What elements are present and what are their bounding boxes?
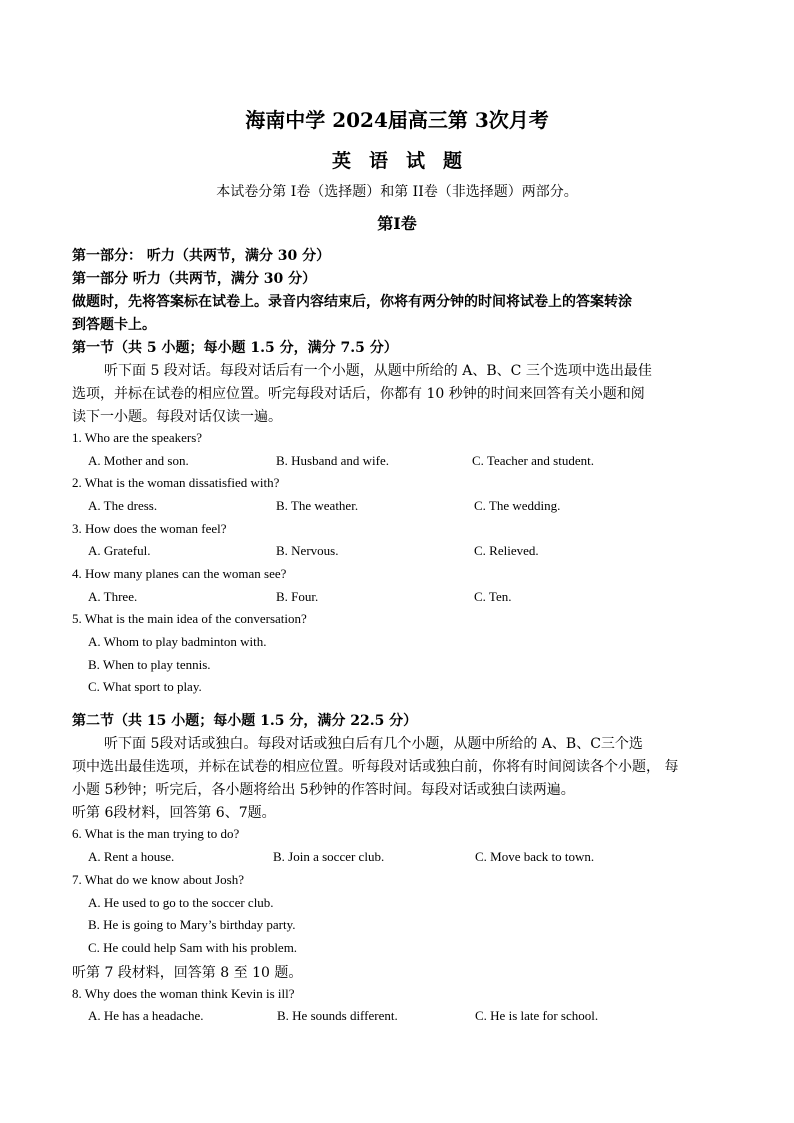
question-4-option-b: B. Four.	[276, 589, 319, 604]
question-2: 2. What is the woman dissatisfied with?	[72, 475, 280, 490]
question-4: 4. How many planes can the woman see?	[72, 566, 287, 581]
question-5-option-b: B. When to play tennis.	[88, 657, 211, 672]
question-3-option-b: B. Nervous.	[276, 543, 339, 558]
question-3-option-c: C. Relieved.	[474, 543, 539, 558]
section2-heading: 第二节（共 15 小题；每小题 1.5 分，满分 22.5 分）	[72, 713, 418, 729]
question-6-option-c: C. Move back to town.	[475, 849, 595, 864]
question-3: 3. How does the woman feel?	[72, 521, 227, 536]
question-4-option-c: C. Ten.	[474, 589, 512, 604]
material-6-heading: 听第 6段材料，回答第 6、7题。	[72, 805, 276, 821]
section1-heading: 第一节（共 5 小题；每小题 1.5 分，满分 7.5 分）	[72, 340, 398, 356]
question-1-option-b: B. Husband and wife.	[276, 453, 390, 468]
question-6-option-a: A. Rent a house.	[88, 849, 175, 864]
question-6: 6. What is the man trying to do?	[72, 826, 240, 841]
part1-heading-b: 第一部分 听力（共两节，满分 30 分）	[72, 271, 317, 287]
question-4-option-a: A. Three.	[88, 589, 138, 604]
subject-title: 英语试题	[331, 150, 480, 172]
section2-directions-line2: 项中选出最佳选项，并标在试卷的相应位置。听每段对话或独白前，你将有时间阅读各个小题， 每	[72, 759, 679, 775]
volume-heading: 第I卷	[377, 214, 417, 233]
part1-instruction-line2: 到答题卡上。	[72, 317, 156, 333]
question-7-option-c: C. He could help Sam with his problem.	[88, 940, 298, 955]
question-5-option-c: C. What sport to play.	[88, 679, 202, 694]
question-8: 8. Why does the woman think Kevin is ill?	[72, 986, 295, 1001]
section1-directions-line1: 听下面 5 段对话。每段对话后有一个小题，从题中所给的 A、B、C 三个选项中选出最佳	[104, 363, 652, 379]
question-5-option-a: A. Whom to play badminton with.	[88, 634, 267, 649]
part1-heading-a: 第一部分： 听力（共两节，满分 30 分）	[72, 248, 331, 264]
section2-directions-line1: 听下面 5段对话或独白。每段对话或独白后有几个小题，从题中所给的 A、B、C三个选	[104, 736, 643, 752]
question-8-option-b: B. He sounds different.	[277, 1008, 398, 1023]
exam-intro: 本试卷分第 I卷（选择题）和第 II卷（非选择题）两部分。	[216, 184, 578, 200]
material-7-heading: 听第 7 段材料，回答第 8 至 10 题。	[72, 965, 303, 981]
question-6-option-b: B. Join a soccer club.	[273, 849, 385, 864]
question-1-option-c: C. Teacher and student.	[472, 453, 594, 468]
question-2-option-a: A. The dress.	[88, 498, 158, 513]
question-2-option-c: C. The wedding.	[474, 498, 561, 513]
question-2-option-b: B. The weather.	[276, 498, 359, 513]
part1-instruction-line1: 做题时，先将答案标在试卷上。录音内容结束后，你将有两分钟的时间将试卷上的答案转涂	[72, 294, 632, 310]
question-8-option-c: C. He is late for school.	[475, 1008, 599, 1023]
section1-directions-line2: 选项，并标在试卷的相应位置。听完每段对话后，你都有 10 秒钟的时间来回答有关小题和阅	[72, 386, 645, 402]
question-7-option-a: A. He used to go to the soccer club.	[88, 895, 274, 910]
question-7: 7. What do we know about Josh?	[72, 872, 244, 887]
question-1: 1. Who are the speakers?	[72, 430, 203, 445]
question-1-option-a: A. Mother and son.	[88, 453, 189, 468]
question-5: 5. What is the main idea of the conversation?	[72, 611, 307, 626]
question-3-option-a: A. Grateful.	[88, 543, 151, 558]
question-8-option-a: A. He has a headache.	[88, 1008, 204, 1023]
section2-directions-line3: 小题 5秒钟；听完后，各小题将给出 5秒钟的作答时间。每段对话或独白读两遍。	[72, 782, 575, 798]
section1-directions-line3: 读下一小题。每段对话仅读一遍。	[72, 409, 282, 425]
question-7-option-b: B. He is going to Mary’s birthday party.	[88, 917, 296, 932]
exam-title: 海南中学 2024届高三第 3次月考	[245, 108, 549, 132]
